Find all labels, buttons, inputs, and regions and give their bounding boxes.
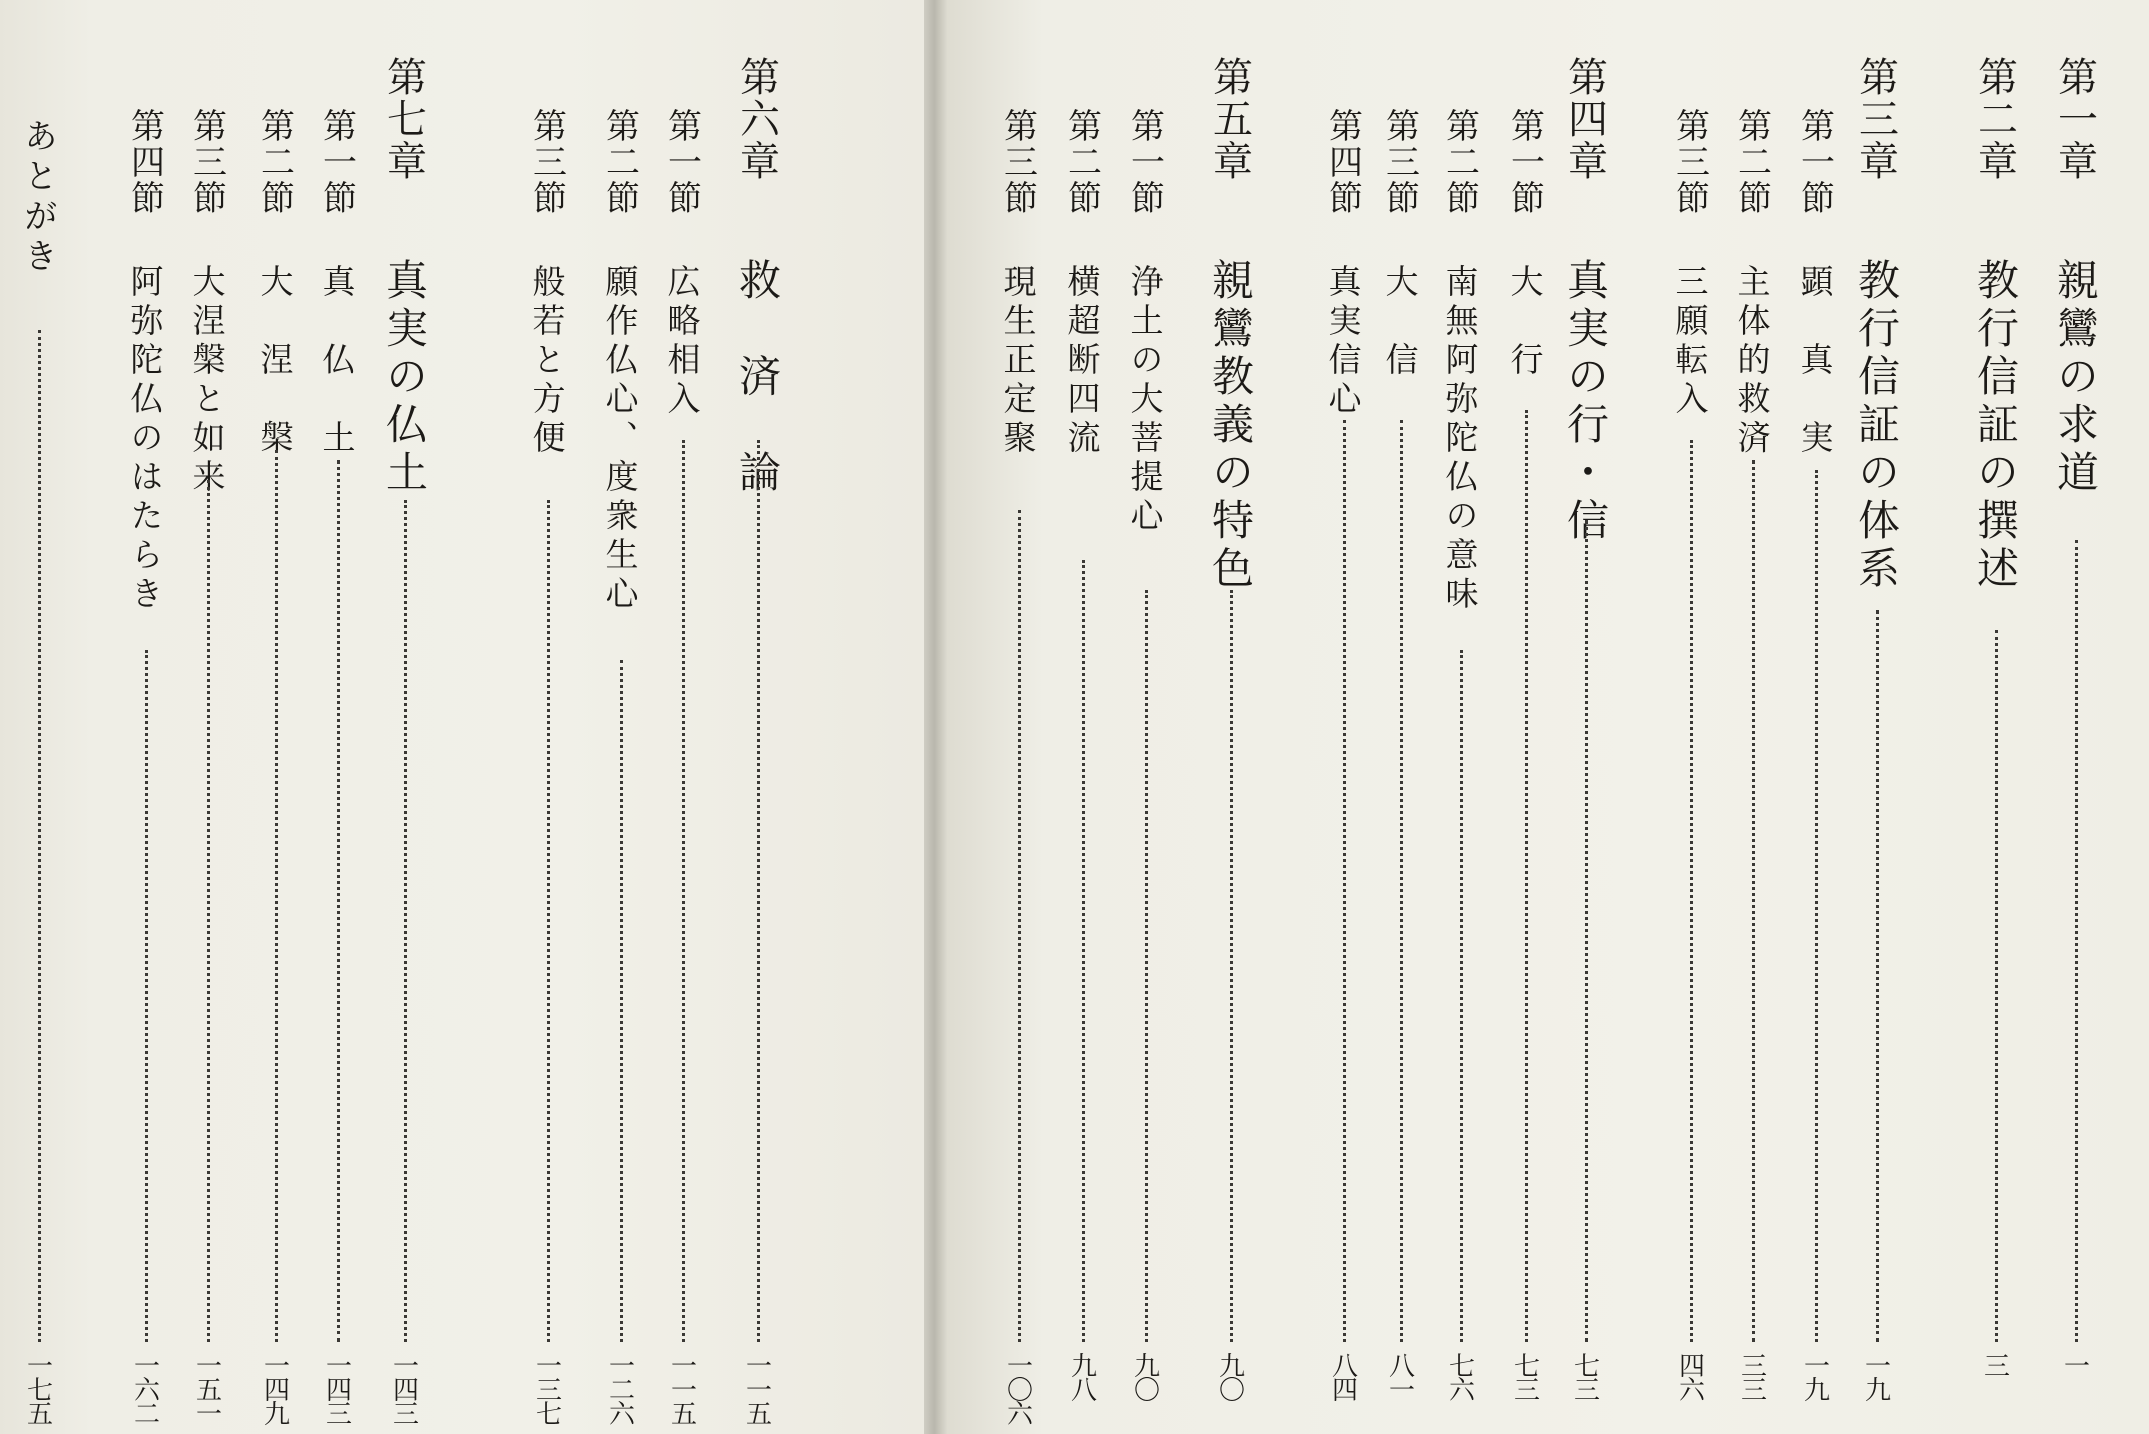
- chapter-number: 第七章: [380, 56, 427, 182]
- section-title: 広略相入: [662, 264, 702, 420]
- section-number: 第三節: [526, 108, 567, 216]
- dot-leader: [1876, 610, 1879, 1342]
- chapter-number: 第六章: [733, 56, 780, 182]
- dot-leader: [2075, 540, 2078, 1342]
- page-number: 一四三: [321, 1352, 352, 1424]
- toc-entry[interactable]: [1726, 0, 1778, 1434]
- dot-leader: [1230, 590, 1233, 1342]
- section-title: 主体的救済: [1732, 264, 1772, 459]
- dot-leader: [1752, 460, 1755, 1342]
- dot-leader: [1815, 470, 1818, 1342]
- chapter-number: 第五章: [1206, 56, 1253, 182]
- toc-entry[interactable]: [731, 0, 783, 1434]
- section-title: 南無阿弥陀仏の意味: [1440, 264, 1480, 615]
- toc-entry[interactable]: [1850, 0, 1902, 1434]
- toc-entry[interactable]: [1499, 0, 1551, 1434]
- section-title: 願作仏心、度衆生心: [600, 264, 640, 615]
- toc-entry[interactable]: [249, 0, 301, 1434]
- page-number: 一一五: [666, 1352, 697, 1424]
- section-number: 第三節: [1379, 108, 1420, 216]
- chapter-number: 第一章: [2051, 56, 2098, 182]
- page-number: 一四三: [388, 1352, 419, 1424]
- page-number: 三: [1979, 1352, 2010, 1376]
- toc-entry[interactable]: [1317, 0, 1369, 1434]
- page-number: 八一: [1384, 1352, 1415, 1400]
- section-title: 大 涅 槃: [255, 264, 295, 459]
- toc-entry[interactable]: [521, 0, 573, 1434]
- section-number: 第三節: [997, 108, 1038, 216]
- section-title: 浄土の大菩提心: [1125, 264, 1165, 537]
- page-number: 九〇: [1214, 1352, 1245, 1400]
- section-title: 大 信: [1380, 264, 1420, 381]
- section-title: 大 行: [1505, 264, 1545, 381]
- section-number: 第二節: [1061, 108, 1102, 216]
- dot-leader: [337, 460, 340, 1342]
- toc-entry[interactable]: [1559, 0, 1611, 1434]
- page-number: 一〇六: [1002, 1352, 1033, 1424]
- dot-leader: [1690, 440, 1693, 1342]
- toc-entry[interactable]: [1434, 0, 1486, 1434]
- dot-leader: [1343, 420, 1346, 1342]
- section-number: 第二節: [599, 108, 640, 216]
- dot-leader: [757, 440, 760, 1342]
- book-gutter: [924, 0, 947, 1434]
- chapter-title: 親鸞教義の特色: [1206, 258, 1255, 594]
- toc-entry[interactable]: [12, 0, 64, 1434]
- section-title: 三願転入: [1670, 264, 1710, 420]
- section-number: 第二節: [1731, 108, 1772, 216]
- page-number: 一三七: [531, 1352, 562, 1424]
- dot-leader: [1400, 420, 1403, 1342]
- chapter-number: 第三章: [1852, 56, 1899, 182]
- section-title: 阿弥陀仏のはたらき: [125, 264, 165, 615]
- page-number: 一七五: [22, 1352, 53, 1424]
- section-title: 横超断四流: [1062, 264, 1102, 459]
- toc-entry[interactable]: [992, 0, 1044, 1434]
- page-number: 三三: [1736, 1352, 1767, 1400]
- section-number: 第三節: [186, 108, 227, 216]
- section-title: 般若と方便: [527, 264, 567, 459]
- page-number: 七三: [1569, 1352, 1600, 1400]
- toc-entry[interactable]: [1969, 0, 2021, 1434]
- page-number: 一四九: [259, 1352, 290, 1424]
- page-number: 四六: [1674, 1352, 1705, 1400]
- page-number: 八四: [1327, 1352, 1358, 1400]
- toc-entry[interactable]: [378, 0, 430, 1434]
- section-number: 第四節: [1322, 108, 1363, 216]
- dot-leader: [1995, 630, 1998, 1342]
- section-number: 第二節: [1439, 108, 1480, 216]
- section-number: 第一節: [316, 108, 357, 216]
- toc-entry[interactable]: [181, 0, 233, 1434]
- chapter-title: 親鸞の求道: [2051, 258, 2100, 498]
- dot-leader: [1018, 510, 1021, 1342]
- page-number: 一: [2059, 1352, 2090, 1376]
- toc-entry[interactable]: [119, 0, 171, 1434]
- dot-leader: [207, 480, 210, 1342]
- chapter-number: 第四章: [1561, 56, 1608, 182]
- page-number: 九〇: [1129, 1352, 1160, 1400]
- page-number: 一九: [1799, 1352, 1830, 1400]
- section-number: 第一節: [1794, 108, 1835, 216]
- chapter-number: 第二章: [1971, 56, 2018, 182]
- dot-leader: [1460, 650, 1463, 1342]
- dot-leader: [38, 330, 41, 1342]
- toc-entry[interactable]: [311, 0, 363, 1434]
- section-number: 第一節: [1124, 108, 1165, 216]
- section-number: 第四節: [124, 108, 165, 216]
- toc-entry[interactable]: [1374, 0, 1426, 1434]
- dot-leader: [404, 500, 407, 1342]
- section-title: 真実信心: [1323, 264, 1363, 420]
- chapter-title: 教行信証の体系: [1852, 258, 1901, 594]
- toc-entry[interactable]: [594, 0, 646, 1434]
- chapter-title: 救 済 論: [733, 258, 782, 498]
- dot-leader: [1585, 520, 1588, 1342]
- chapter-title: 真実の行・信: [1561, 258, 1610, 546]
- dot-leader: [275, 450, 278, 1342]
- toc-entry[interactable]: [1789, 0, 1841, 1434]
- dot-leader: [1145, 590, 1148, 1342]
- page-number: 一九: [1860, 1352, 1891, 1400]
- toc-entry[interactable]: [1056, 0, 1108, 1434]
- dot-leader: [145, 650, 148, 1342]
- section-title: 顕 真 実: [1795, 264, 1835, 459]
- section-number: 第三節: [1669, 108, 1710, 216]
- toc-entry[interactable]: [656, 0, 708, 1434]
- page-number: 一六二: [129, 1352, 160, 1424]
- dot-leader: [620, 660, 623, 1342]
- page-number: 一一五: [741, 1352, 772, 1424]
- toc-entry[interactable]: [2049, 0, 2101, 1434]
- page-number: 一五一: [191, 1352, 222, 1424]
- section-number: 第二節: [254, 108, 295, 216]
- dot-leader: [547, 500, 550, 1342]
- section-number: 第一節: [661, 108, 702, 216]
- section-title: 現生正定聚: [998, 264, 1038, 459]
- toc-entry[interactable]: [1204, 0, 1256, 1434]
- page-number: 九八: [1066, 1352, 1097, 1400]
- afterword-title: あとがき: [17, 118, 58, 278]
- toc-entry[interactable]: [1119, 0, 1171, 1434]
- dot-leader: [1082, 560, 1085, 1342]
- chapter-title: 教行信証の撰述: [1971, 258, 2020, 594]
- section-title: 真 仏 土: [317, 264, 357, 459]
- page-number: 七三: [1509, 1352, 1540, 1400]
- toc-entry[interactable]: [1664, 0, 1716, 1434]
- dot-leader: [1525, 410, 1528, 1342]
- section-title: 大涅槃と如来: [187, 264, 227, 498]
- section-number: 第一節: [1504, 108, 1545, 216]
- page-number: 七六: [1444, 1352, 1475, 1400]
- chapter-title: 真実の仏土: [380, 258, 429, 498]
- page-number: 一二六: [604, 1352, 635, 1424]
- dot-leader: [682, 440, 685, 1342]
